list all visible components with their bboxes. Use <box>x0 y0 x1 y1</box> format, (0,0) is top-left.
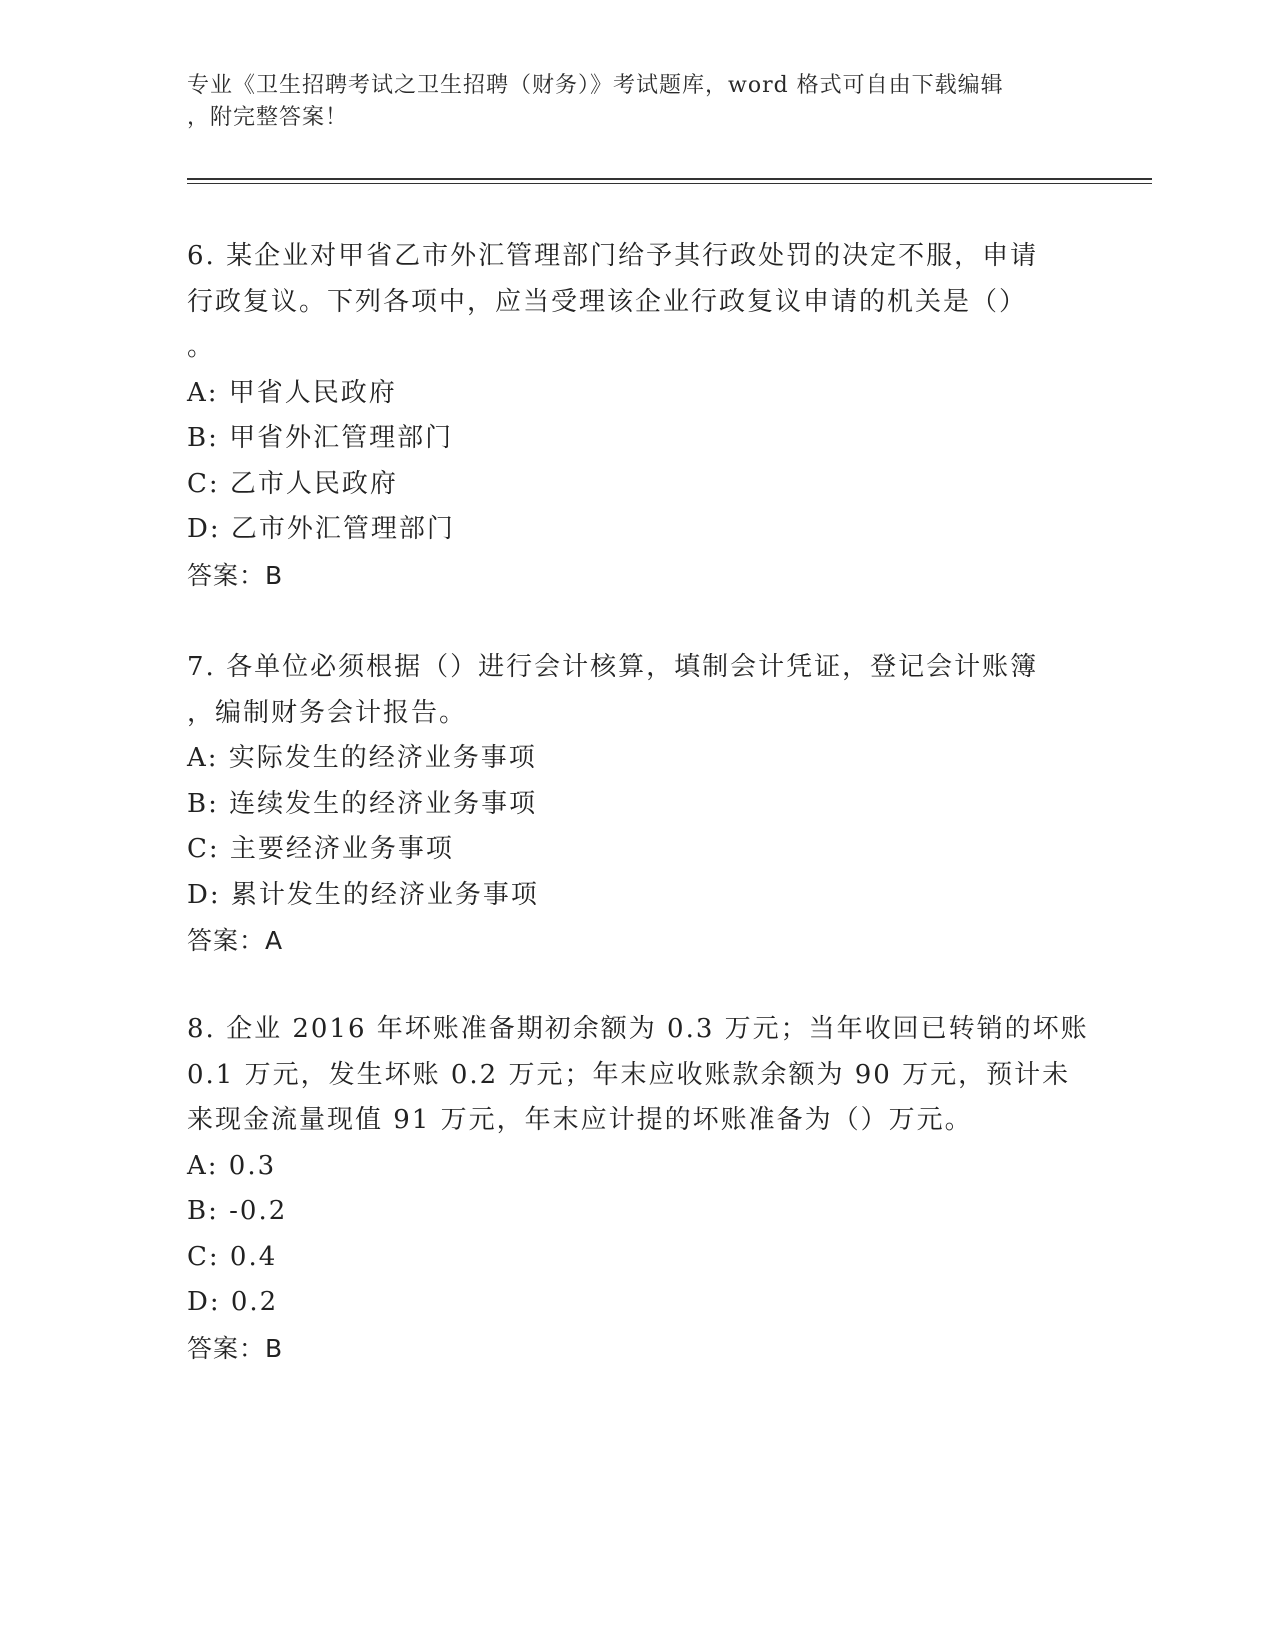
option-a: A: 实际发生的经济业务事项 <box>187 743 537 773</box>
option-c: C: 乙市人民政府 <box>187 468 398 499</box>
option-c: C: 0.4 <box>187 1241 278 1272</box>
question-text-line: 行政复议。下列各项中，应当受理该企业行政复议申请的机关是（） <box>187 286 1028 317</box>
question-text-line: 7. 各单位必须根据（）进行会计核算，填制会计凭证，登记会计账簿 <box>187 652 1039 682</box>
question-7 <box>187 645 1087 964</box>
option-b: B: -0.2 <box>187 1196 288 1226</box>
document-header <box>187 70 1067 134</box>
answer: 答案：B <box>187 560 284 590</box>
question-8 <box>187 1007 1087 1371</box>
question-6 <box>187 234 1087 598</box>
answer: 答案：A <box>187 926 284 955</box>
option-d: D: 0.2 <box>187 1287 279 1317</box>
header-line-2: ，附完整答案！ <box>187 105 349 130</box>
option-a: A: 0.3 <box>187 1150 277 1181</box>
question-text-line: 0.1 万元，发生坏账 0.2 万元；年末应收账款余额为 90 万元，预计未 <box>187 1059 1071 1090</box>
header-divider-thin <box>187 183 1152 184</box>
header-line-1: 专业《卫生招聘考试之卫生招聘（财务）》考试题库，word 格式可自由下载编辑 <box>187 73 1004 98</box>
question-text-line: 来现金流量现值 91 万元，年末应计提的坏账准备为（）万元。 <box>187 1105 973 1135</box>
question-text-line: 。 <box>187 332 216 362</box>
option-a: A: 甲省人民政府 <box>187 377 397 408</box>
header-divider-thick <box>187 178 1152 180</box>
option-d: D: 累计发生的经济业务事项 <box>187 879 539 910</box>
option-b: B: 连续发生的经济业务事项 <box>187 788 538 819</box>
question-text-line: ，编制财务会计报告。 <box>187 697 468 728</box>
option-c: C: 主要经济业务事项 <box>187 834 454 864</box>
answer: 答案：B <box>187 1333 284 1363</box>
question-text-line: 6. 某企业对甲省乙市外汇管理部门给予其行政处罚的决定不服，申请 <box>187 241 1039 271</box>
question-text-line: 8. 企业 2016 年坏账准备期初余额为 0.3 万元；当年收回已转销的坏账 <box>187 1014 1089 1044</box>
option-b: B: 甲省外汇管理部门 <box>187 423 454 453</box>
option-d: D: 乙市外汇管理部门 <box>187 514 455 544</box>
